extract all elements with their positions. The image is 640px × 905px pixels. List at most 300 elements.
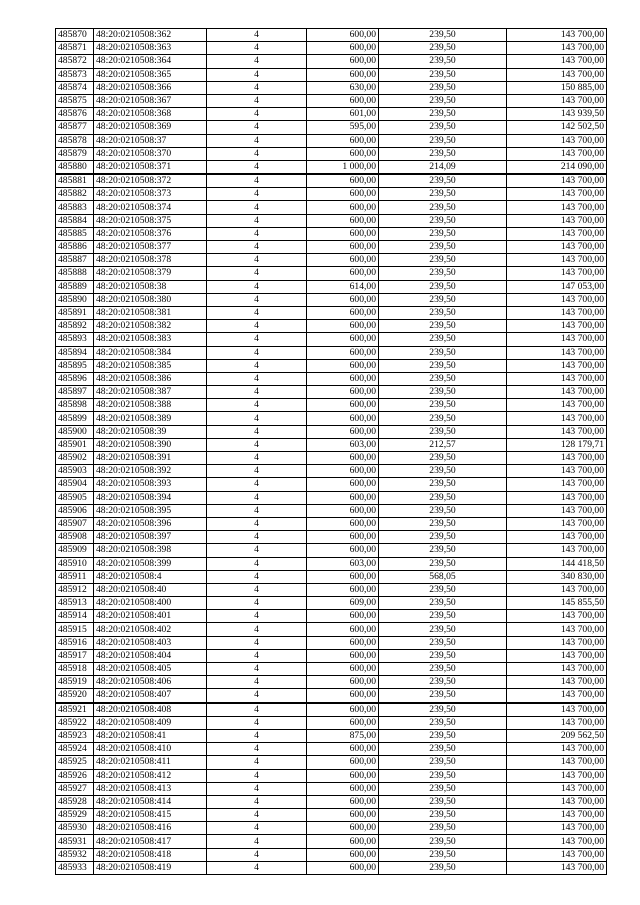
table-row <box>56 134 607 147</box>
specific-value-cell: 239,50 <box>379 649 507 662</box>
cadastral-value-cell: 143 700,00 <box>507 703 607 717</box>
category-cell: 4 <box>207 848 307 861</box>
category-cell: 4 <box>207 769 307 782</box>
area-cell: 600,00 <box>307 531 379 544</box>
table-row <box>56 267 607 280</box>
table-row <box>56 160 607 174</box>
cadastral-value-cell: 143 700,00 <box>507 769 607 782</box>
table-row <box>56 386 607 399</box>
table-row <box>56 689 607 703</box>
category-cell: 4 <box>207 81 307 94</box>
cadastral-number-cell: 48:20:0210508:392 <box>94 465 207 478</box>
area-cell: 600,00 <box>307 517 379 530</box>
cadastral-number-cell: 48:20:0210508:415 <box>94 809 207 822</box>
cadastral-value-cell: 143 700,00 <box>507 227 607 240</box>
area-cell: 600,00 <box>307 68 379 81</box>
cadastral-number-cell: 48:20:0210508:397 <box>94 531 207 544</box>
area-cell: 609,00 <box>307 597 379 610</box>
cadastral-number-cell: 48:20:0210508:400 <box>94 597 207 610</box>
cadastral-value-cell: 143 700,00 <box>507 756 607 769</box>
cadastral-number-cell: 48:20:0210508:371 <box>94 160 207 174</box>
cadastral-value-cell: 143 700,00 <box>507 306 607 319</box>
specific-value-cell: 239,50 <box>379 809 507 822</box>
cadastral-number-cell: 48:20:0210508:399 <box>94 557 207 570</box>
table-row <box>56 227 607 240</box>
area-cell: 600,00 <box>307 452 379 465</box>
row-number-cell: 485925 <box>56 756 94 769</box>
cadastral-number-cell: 48:20:0210508:386 <box>94 372 207 385</box>
row-number-cell: 485900 <box>56 425 94 438</box>
specific-value-cell: 239,50 <box>379 557 507 570</box>
row-number-cell: 485913 <box>56 597 94 610</box>
table-row <box>56 478 607 491</box>
cadastral-number-cell: 48:20:0210508:381 <box>94 306 207 319</box>
cadastral-number-cell: 48:20:0210508:401 <box>94 610 207 623</box>
table-row <box>56 517 607 530</box>
row-number-cell: 485890 <box>56 293 94 306</box>
cadastral-value-cell: 143 700,00 <box>507 809 607 822</box>
category-cell: 4 <box>207 689 307 703</box>
specific-value-cell: 239,50 <box>379 756 507 769</box>
table-row <box>56 346 607 359</box>
cadastral-number-cell: 48:20:0210508:394 <box>94 491 207 504</box>
cadastral-number-cell: 48:20:0210508:363 <box>94 42 207 55</box>
table-row <box>56 809 607 822</box>
table-row <box>56 795 607 808</box>
category-cell: 4 <box>207 174 307 188</box>
category-cell: 4 <box>207 835 307 848</box>
table-row <box>56 544 607 557</box>
specific-value-cell: 239,50 <box>379 623 507 636</box>
table-row <box>56 42 607 55</box>
area-cell: 600,00 <box>307 320 379 333</box>
cadastral-number-cell: 48:20:0210508:410 <box>94 743 207 756</box>
cadastral-value-cell: 143 700,00 <box>507 241 607 254</box>
table-row <box>56 531 607 544</box>
row-number-cell: 485872 <box>56 55 94 68</box>
cadastral-value-cell: 143 700,00 <box>507 544 607 557</box>
row-number-cell: 485901 <box>56 438 94 451</box>
specific-value-cell: 239,50 <box>379 214 507 227</box>
area-cell: 600,00 <box>307 386 379 399</box>
category-cell: 4 <box>207 623 307 636</box>
cadastral-value-cell: 143 700,00 <box>507 861 607 874</box>
category-cell: 4 <box>207 201 307 214</box>
area-cell: 600,00 <box>307 649 379 662</box>
area-cell: 600,00 <box>307 756 379 769</box>
table-row <box>56 188 607 201</box>
cadastral-value-cell: 143 700,00 <box>507 848 607 861</box>
row-number-cell: 485919 <box>56 676 94 689</box>
specific-value-cell: 239,50 <box>379 517 507 530</box>
table-row <box>56 504 607 517</box>
specific-value-cell: 239,50 <box>379 68 507 81</box>
area-cell: 600,00 <box>307 809 379 822</box>
cadastral-number-cell: 48:20:0210508:405 <box>94 663 207 676</box>
specific-value-cell: 568,05 <box>379 570 507 583</box>
area-cell: 600,00 <box>307 822 379 835</box>
cadastral-number-cell: 48:20:0210508:395 <box>94 504 207 517</box>
cadastral-value-cell: 143 700,00 <box>507 610 607 623</box>
area-cell: 600,00 <box>307 636 379 649</box>
area-cell: 600,00 <box>307 293 379 306</box>
area-cell: 600,00 <box>307 333 379 346</box>
area-cell: 603,00 <box>307 438 379 451</box>
table-row <box>56 822 607 835</box>
cadastral-value-cell: 143 700,00 <box>507 293 607 306</box>
row-number-cell: 485921 <box>56 703 94 717</box>
row-number-cell: 485929 <box>56 809 94 822</box>
category-cell: 4 <box>207 254 307 267</box>
specific-value-cell: 239,50 <box>379 134 507 147</box>
specific-value-cell: 239,50 <box>379 94 507 107</box>
area-cell: 600,00 <box>307 676 379 689</box>
table-row <box>56 756 607 769</box>
cadastral-value-cell: 143 700,00 <box>507 517 607 530</box>
cadastral-value-cell: 143 700,00 <box>507 795 607 808</box>
row-number-cell: 485887 <box>56 254 94 267</box>
cadastral-value-cell: 143 700,00 <box>507 359 607 372</box>
cadastral-value-cell: 340 830,00 <box>507 570 607 583</box>
cadastral-value-cell: 143 700,00 <box>507 583 607 596</box>
area-cell: 600,00 <box>307 795 379 808</box>
specific-value-cell: 239,50 <box>379 306 507 319</box>
specific-value-cell: 239,50 <box>379 241 507 254</box>
cadastral-value-cell: 143 700,00 <box>507 835 607 848</box>
row-number-cell: 485909 <box>56 544 94 557</box>
cadastral-number-cell: 48:20:0210508:398 <box>94 544 207 557</box>
area-cell: 600,00 <box>307 359 379 372</box>
cadastral-value-cell: 143 700,00 <box>507 399 607 412</box>
row-number-cell: 485916 <box>56 636 94 649</box>
cadastral-value-cell: 144 418,50 <box>507 557 607 570</box>
category-cell: 4 <box>207 782 307 795</box>
cadastral-number-cell: 48:20:0210508:417 <box>94 835 207 848</box>
area-cell: 600,00 <box>307 372 379 385</box>
area-cell: 600,00 <box>307 29 379 42</box>
specific-value-cell: 239,50 <box>379 689 507 703</box>
category-cell: 4 <box>207 68 307 81</box>
table-row <box>56 636 607 649</box>
table-row <box>56 201 607 214</box>
category-cell: 4 <box>207 517 307 530</box>
specific-value-cell: 239,50 <box>379 610 507 623</box>
cadastral-value-cell: 150 885,00 <box>507 81 607 94</box>
table-row <box>56 214 607 227</box>
cadastral-number-cell: 48:20:0210508:39 <box>94 425 207 438</box>
category-cell: 4 <box>207 570 307 583</box>
cadastral-value-cell: 214 090,00 <box>507 160 607 174</box>
row-number-cell: 485886 <box>56 241 94 254</box>
cadastral-value-cell: 143 700,00 <box>507 465 607 478</box>
cadastral-value-cell: 143 700,00 <box>507 491 607 504</box>
cadastral-number-cell: 48:20:0210508:366 <box>94 81 207 94</box>
table-row <box>56 729 607 742</box>
table-row <box>56 452 607 465</box>
table-row <box>56 835 607 848</box>
cadastral-number-cell: 48:20:0210508:416 <box>94 822 207 835</box>
cadastral-number-cell: 48:20:0210508:377 <box>94 241 207 254</box>
cadastral-value-cell: 143 700,00 <box>507 425 607 438</box>
area-cell: 600,00 <box>307 227 379 240</box>
cadastral-number-cell: 48:20:0210508:407 <box>94 689 207 703</box>
area-cell: 600,00 <box>307 399 379 412</box>
cadastral-number-cell: 48:20:0210508:390 <box>94 438 207 451</box>
category-cell: 4 <box>207 822 307 835</box>
area-cell: 600,00 <box>307 214 379 227</box>
area-cell: 600,00 <box>307 769 379 782</box>
cadastral-number-cell: 48:20:0210508:414 <box>94 795 207 808</box>
table-row <box>56 174 607 188</box>
cadastral-number-cell: 48:20:0210508:387 <box>94 386 207 399</box>
row-number-cell: 485923 <box>56 729 94 742</box>
table-row <box>56 597 607 610</box>
table-row <box>56 359 607 372</box>
specific-value-cell: 239,50 <box>379 55 507 68</box>
row-number-cell: 485899 <box>56 412 94 425</box>
table-row <box>56 29 607 42</box>
specific-value-cell: 239,50 <box>379 320 507 333</box>
cadastral-value-cell: 143 700,00 <box>507 174 607 188</box>
row-number-cell: 485933 <box>56 861 94 874</box>
cadastral-value-cell: 142 502,50 <box>507 121 607 134</box>
table-row <box>56 94 607 107</box>
table-row <box>56 438 607 451</box>
cadastral-value-cell: 143 700,00 <box>507 68 607 81</box>
row-number-cell: 485880 <box>56 160 94 174</box>
category-cell: 4 <box>207 320 307 333</box>
category-cell: 4 <box>207 160 307 174</box>
cadastral-number-cell: 48:20:0210508:40 <box>94 583 207 596</box>
cadastral-value-cell: 143 700,00 <box>507 531 607 544</box>
row-number-cell: 485897 <box>56 386 94 399</box>
row-number-cell: 485906 <box>56 504 94 517</box>
table-row <box>56 280 607 293</box>
cadastral-number-cell: 48:20:0210508:408 <box>94 703 207 717</box>
area-cell: 600,00 <box>307 425 379 438</box>
cadastral-value-cell: 143 700,00 <box>507 42 607 55</box>
category-cell: 4 <box>207 452 307 465</box>
cadastral-number-cell: 48:20:0210508:362 <box>94 29 207 42</box>
category-cell: 4 <box>207 108 307 121</box>
table-row <box>56 306 607 319</box>
specific-value-cell: 239,50 <box>379 531 507 544</box>
category-cell: 4 <box>207 649 307 662</box>
row-number-cell: 485892 <box>56 320 94 333</box>
table-row <box>56 254 607 267</box>
specific-value-cell: 239,50 <box>379 293 507 306</box>
area-cell: 600,00 <box>307 848 379 861</box>
specific-value-cell: 239,50 <box>379 491 507 504</box>
category-cell: 4 <box>207 795 307 808</box>
category-cell: 4 <box>207 55 307 68</box>
cadastral-number-cell: 48:20:0210508:369 <box>94 121 207 134</box>
table-row <box>56 848 607 861</box>
table-body <box>56 29 607 875</box>
category-cell: 4 <box>207 293 307 306</box>
area-cell: 600,00 <box>307 570 379 583</box>
area-cell: 600,00 <box>307 188 379 201</box>
category-cell: 4 <box>207 743 307 756</box>
row-number-cell: 485902 <box>56 452 94 465</box>
category-cell: 4 <box>207 94 307 107</box>
specific-value-cell: 239,50 <box>379 333 507 346</box>
category-cell: 4 <box>207 610 307 623</box>
row-number-cell: 485898 <box>56 399 94 412</box>
cadastral-number-cell: 48:20:0210508:368 <box>94 108 207 121</box>
cadastral-number-cell: 48:20:0210508:41 <box>94 729 207 742</box>
table-row <box>56 649 607 662</box>
specific-value-cell: 239,50 <box>379 425 507 438</box>
row-number-cell: 485896 <box>56 372 94 385</box>
row-number-cell: 485912 <box>56 583 94 596</box>
area-cell: 600,00 <box>307 689 379 703</box>
cadastral-number-cell: 48:20:0210508:379 <box>94 267 207 280</box>
specific-value-cell: 239,50 <box>379 372 507 385</box>
area-cell: 600,00 <box>307 147 379 160</box>
cadastral-number-cell: 48:20:0210508:370 <box>94 147 207 160</box>
row-number-cell: 485876 <box>56 108 94 121</box>
table-row <box>56 743 607 756</box>
row-number-cell: 485874 <box>56 81 94 94</box>
area-cell: 600,00 <box>307 743 379 756</box>
cadastral-number-cell: 48:20:0210508:378 <box>94 254 207 267</box>
cadastral-number-cell: 48:20:0210508:409 <box>94 716 207 729</box>
row-number-cell: 485926 <box>56 769 94 782</box>
cadastral-value-cell: 143 700,00 <box>507 267 607 280</box>
area-cell: 603,00 <box>307 557 379 570</box>
cadastral-number-cell: 48:20:0210508:406 <box>94 676 207 689</box>
cadastral-value-cell: 143 700,00 <box>507 743 607 756</box>
category-cell: 4 <box>207 716 307 729</box>
table-row <box>56 557 607 570</box>
specific-value-cell: 214,09 <box>379 160 507 174</box>
table-row <box>56 610 607 623</box>
row-number-cell: 485891 <box>56 306 94 319</box>
cadastral-number-cell: 48:20:0210508:375 <box>94 214 207 227</box>
category-cell: 4 <box>207 557 307 570</box>
cadastral-value-cell: 143 700,00 <box>507 188 607 201</box>
row-number-cell: 485904 <box>56 478 94 491</box>
row-number-cell: 485903 <box>56 465 94 478</box>
category-cell: 4 <box>207 544 307 557</box>
row-number-cell: 485884 <box>56 214 94 227</box>
area-cell: 600,00 <box>307 42 379 55</box>
specific-value-cell: 239,50 <box>379 597 507 610</box>
category-cell: 4 <box>207 147 307 160</box>
specific-value-cell: 239,50 <box>379 267 507 280</box>
cadastral-value-cell: 143 700,00 <box>507 636 607 649</box>
specific-value-cell: 239,50 <box>379 29 507 42</box>
row-number-cell: 485905 <box>56 491 94 504</box>
cadastral-number-cell: 48:20:0210508:419 <box>94 861 207 874</box>
category-cell: 4 <box>207 425 307 438</box>
table-row <box>56 333 607 346</box>
specific-value-cell: 239,50 <box>379 663 507 676</box>
table-row <box>56 399 607 412</box>
row-number-cell: 485931 <box>56 835 94 848</box>
category-cell: 4 <box>207 227 307 240</box>
category-cell: 4 <box>207 399 307 412</box>
area-cell: 600,00 <box>307 412 379 425</box>
cadastral-value-cell: 143 700,00 <box>507 822 607 835</box>
category-cell: 4 <box>207 42 307 55</box>
specific-value-cell: 239,50 <box>379 108 507 121</box>
row-number-cell: 485870 <box>56 29 94 42</box>
area-cell: 595,00 <box>307 121 379 134</box>
cadastral-number-cell: 48:20:0210508:388 <box>94 399 207 412</box>
table-row <box>56 465 607 478</box>
row-number-cell: 485924 <box>56 743 94 756</box>
area-cell: 600,00 <box>307 94 379 107</box>
specific-value-cell: 239,50 <box>379 81 507 94</box>
category-cell: 4 <box>207 214 307 227</box>
table-row <box>56 108 607 121</box>
cadastral-number-cell: 48:20:0210508:376 <box>94 227 207 240</box>
cadastral-value-cell: 143 700,00 <box>507 214 607 227</box>
specific-value-cell: 212,57 <box>379 438 507 451</box>
area-cell: 600,00 <box>307 491 379 504</box>
table-row <box>56 716 607 729</box>
specific-value-cell: 239,50 <box>379 174 507 188</box>
specific-value-cell: 239,50 <box>379 703 507 717</box>
specific-value-cell: 239,50 <box>379 201 507 214</box>
category-cell: 4 <box>207 29 307 42</box>
area-cell: 600,00 <box>307 478 379 491</box>
specific-value-cell: 239,50 <box>379 359 507 372</box>
cadastral-number-cell: 48:20:0210508:385 <box>94 359 207 372</box>
cadastral-value-cell: 143 700,00 <box>507 55 607 68</box>
specific-value-cell: 239,50 <box>379 412 507 425</box>
row-number-cell: 485881 <box>56 174 94 188</box>
category-cell: 4 <box>207 346 307 359</box>
category-cell: 4 <box>207 531 307 544</box>
cadastral-value-table <box>55 28 607 875</box>
document-page <box>55 28 607 875</box>
table-row <box>56 861 607 874</box>
specific-value-cell: 239,50 <box>379 452 507 465</box>
row-number-cell: 485914 <box>56 610 94 623</box>
category-cell: 4 <box>207 359 307 372</box>
cadastral-value-cell: 143 700,00 <box>507 504 607 517</box>
cadastral-value-cell: 147 053,00 <box>507 280 607 293</box>
cadastral-number-cell: 48:20:0210508:364 <box>94 55 207 68</box>
specific-value-cell: 239,50 <box>379 346 507 359</box>
area-cell: 600,00 <box>307 716 379 729</box>
row-number-cell: 485888 <box>56 267 94 280</box>
table-row <box>56 623 607 636</box>
cadastral-value-cell: 143 700,00 <box>507 716 607 729</box>
table-row <box>56 55 607 68</box>
cadastral-number-cell: 48:20:0210508:391 <box>94 452 207 465</box>
cadastral-value-cell: 143 700,00 <box>507 147 607 160</box>
cadastral-value-cell: 143 700,00 <box>507 320 607 333</box>
cadastral-number-cell: 48:20:0210508:389 <box>94 412 207 425</box>
cadastral-value-cell: 143 700,00 <box>507 346 607 359</box>
area-cell: 600,00 <box>307 201 379 214</box>
area-cell: 600,00 <box>307 583 379 596</box>
category-cell: 4 <box>207 465 307 478</box>
row-number-cell: 485871 <box>56 42 94 55</box>
specific-value-cell: 239,50 <box>379 835 507 848</box>
row-number-cell: 485877 <box>56 121 94 134</box>
category-cell: 4 <box>207 241 307 254</box>
category-cell: 4 <box>207 636 307 649</box>
cadastral-value-cell: 143 700,00 <box>507 134 607 147</box>
cadastral-value-cell: 128 179,71 <box>507 438 607 451</box>
category-cell: 4 <box>207 134 307 147</box>
specific-value-cell: 239,50 <box>379 795 507 808</box>
